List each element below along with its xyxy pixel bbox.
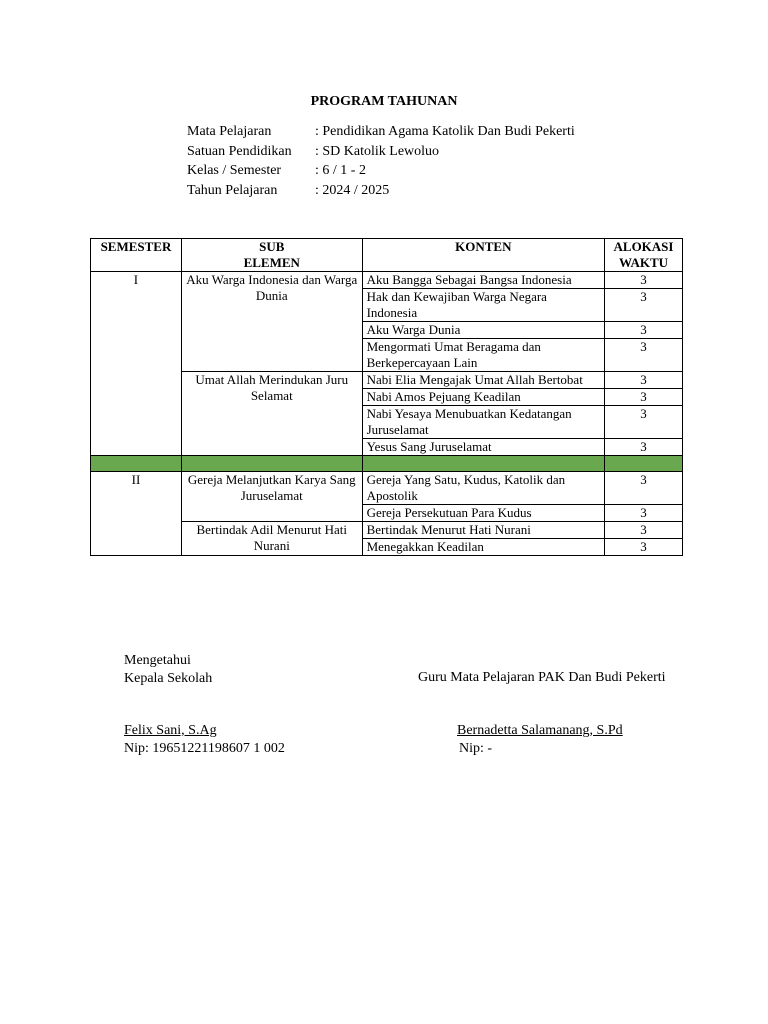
info-block bbox=[187, 122, 575, 200]
info-value: : 2024 / 2025 bbox=[315, 182, 390, 198]
sub-element-cell: Bertindak Adil Menurut Hati Nurani bbox=[181, 522, 362, 556]
content-cell: Hak dan Kewajiban Warga Negara Indonesia bbox=[362, 289, 604, 322]
content-cell: Nabi Yesaya Menubuatkan Kedatangan Juruselamat bbox=[362, 406, 604, 439]
time-cell: 3 bbox=[605, 389, 683, 406]
signature-left-heading bbox=[124, 652, 212, 687]
header-time-allocation: ALOKASI WAKTU bbox=[605, 239, 683, 272]
content-cell: Nabi Elia Mengajak Umat Allah Bertobat bbox=[362, 372, 604, 389]
content-cell: Gereja Persekutuan Para Kudus bbox=[362, 505, 604, 522]
content-cell: Mengormati Umat Beragama dan Berkepercayaan Lain bbox=[362, 339, 604, 372]
time-cell: 3 bbox=[605, 539, 683, 556]
content-cell: Aku Bangga Sebagai Bangsa Indonesia bbox=[362, 272, 604, 289]
table-row bbox=[91, 472, 683, 505]
signature-right-heading bbox=[418, 669, 666, 687]
program-table bbox=[90, 238, 683, 556]
content-cell: Nabi Amos Pejuang Keadilan bbox=[362, 389, 604, 406]
info-value: : SD Katolik Lewoluo bbox=[315, 143, 440, 159]
header-sub-element: SUB ELEMEN bbox=[181, 239, 362, 272]
info-label: Tahun Pelajaran bbox=[187, 182, 278, 198]
time-cell: 3 bbox=[605, 339, 683, 372]
sub-element-cell: Aku Warga Indonesia dan Warga Dunia bbox=[181, 272, 362, 372]
signature-left-name-block bbox=[124, 722, 285, 757]
time-cell: 3 bbox=[605, 322, 683, 339]
header-semester: SEMESTER bbox=[91, 239, 182, 272]
info-row-school bbox=[187, 142, 575, 162]
time-cell: 3 bbox=[605, 505, 683, 522]
signature-right-name-block bbox=[457, 722, 623, 757]
semester-divider-row bbox=[91, 456, 683, 472]
table-row bbox=[91, 272, 683, 289]
document-title: PROGRAM TAHUNAN bbox=[310, 94, 458, 109]
semester-cell: II bbox=[91, 472, 182, 556]
content-cell: Menegakkan Keadilan bbox=[362, 539, 604, 556]
semester-cell: I bbox=[91, 272, 182, 456]
teacher-name: Bernadetta Salamanang, S.Pd bbox=[457, 723, 623, 738]
info-value: : 6 / 1 - 2 bbox=[315, 163, 366, 178]
content-cell: Gereja Yang Satu, Kudus, Katolik dan Apostolik bbox=[362, 472, 604, 505]
time-cell: 3 bbox=[605, 522, 683, 539]
info-row-subject bbox=[187, 122, 575, 142]
info-value: : Pendidikan Agama Katolik Dan Budi Pekerti bbox=[315, 124, 575, 139]
time-cell: 3 bbox=[605, 372, 683, 389]
content-cell: Yesus Sang Juruselamat bbox=[362, 439, 604, 456]
info-label: Kelas / Semester bbox=[187, 163, 282, 178]
principal-title: Kepala Sekolah bbox=[124, 670, 213, 686]
approval-text: Mengetahui bbox=[124, 653, 191, 668]
header-content: KONTEN bbox=[362, 239, 604, 272]
teacher-nip: Nip: - bbox=[459, 740, 493, 756]
teacher-title: Guru Mata Pelajaran PAK Dan Budi Pekerti bbox=[418, 670, 666, 685]
time-cell: 3 bbox=[605, 289, 683, 322]
table-header-row bbox=[91, 239, 683, 272]
principal-name: Felix Sani, S.Ag bbox=[124, 723, 217, 738]
time-cell: 3 bbox=[605, 272, 683, 289]
sub-element-cell: Umat Allah Merindukan Juru Selamat bbox=[181, 372, 362, 456]
time-cell: 3 bbox=[605, 406, 683, 439]
content-cell: Aku Warga Dunia bbox=[362, 322, 604, 339]
info-row-class bbox=[187, 161, 575, 181]
content-cell: Bertindak Menurut Hati Nurani bbox=[362, 522, 604, 539]
time-cell: 3 bbox=[605, 439, 683, 456]
info-row-year bbox=[187, 181, 575, 201]
info-label: Mata Pelajaran bbox=[187, 124, 272, 139]
time-cell: 3 bbox=[605, 472, 683, 505]
sub-element-cell: Gereja Melanjutkan Karya Sang Juruselamat bbox=[181, 472, 362, 522]
info-label: Satuan Pendidikan bbox=[187, 143, 292, 159]
principal-nip: Nip: 19651221198607 1 002 bbox=[124, 740, 285, 756]
